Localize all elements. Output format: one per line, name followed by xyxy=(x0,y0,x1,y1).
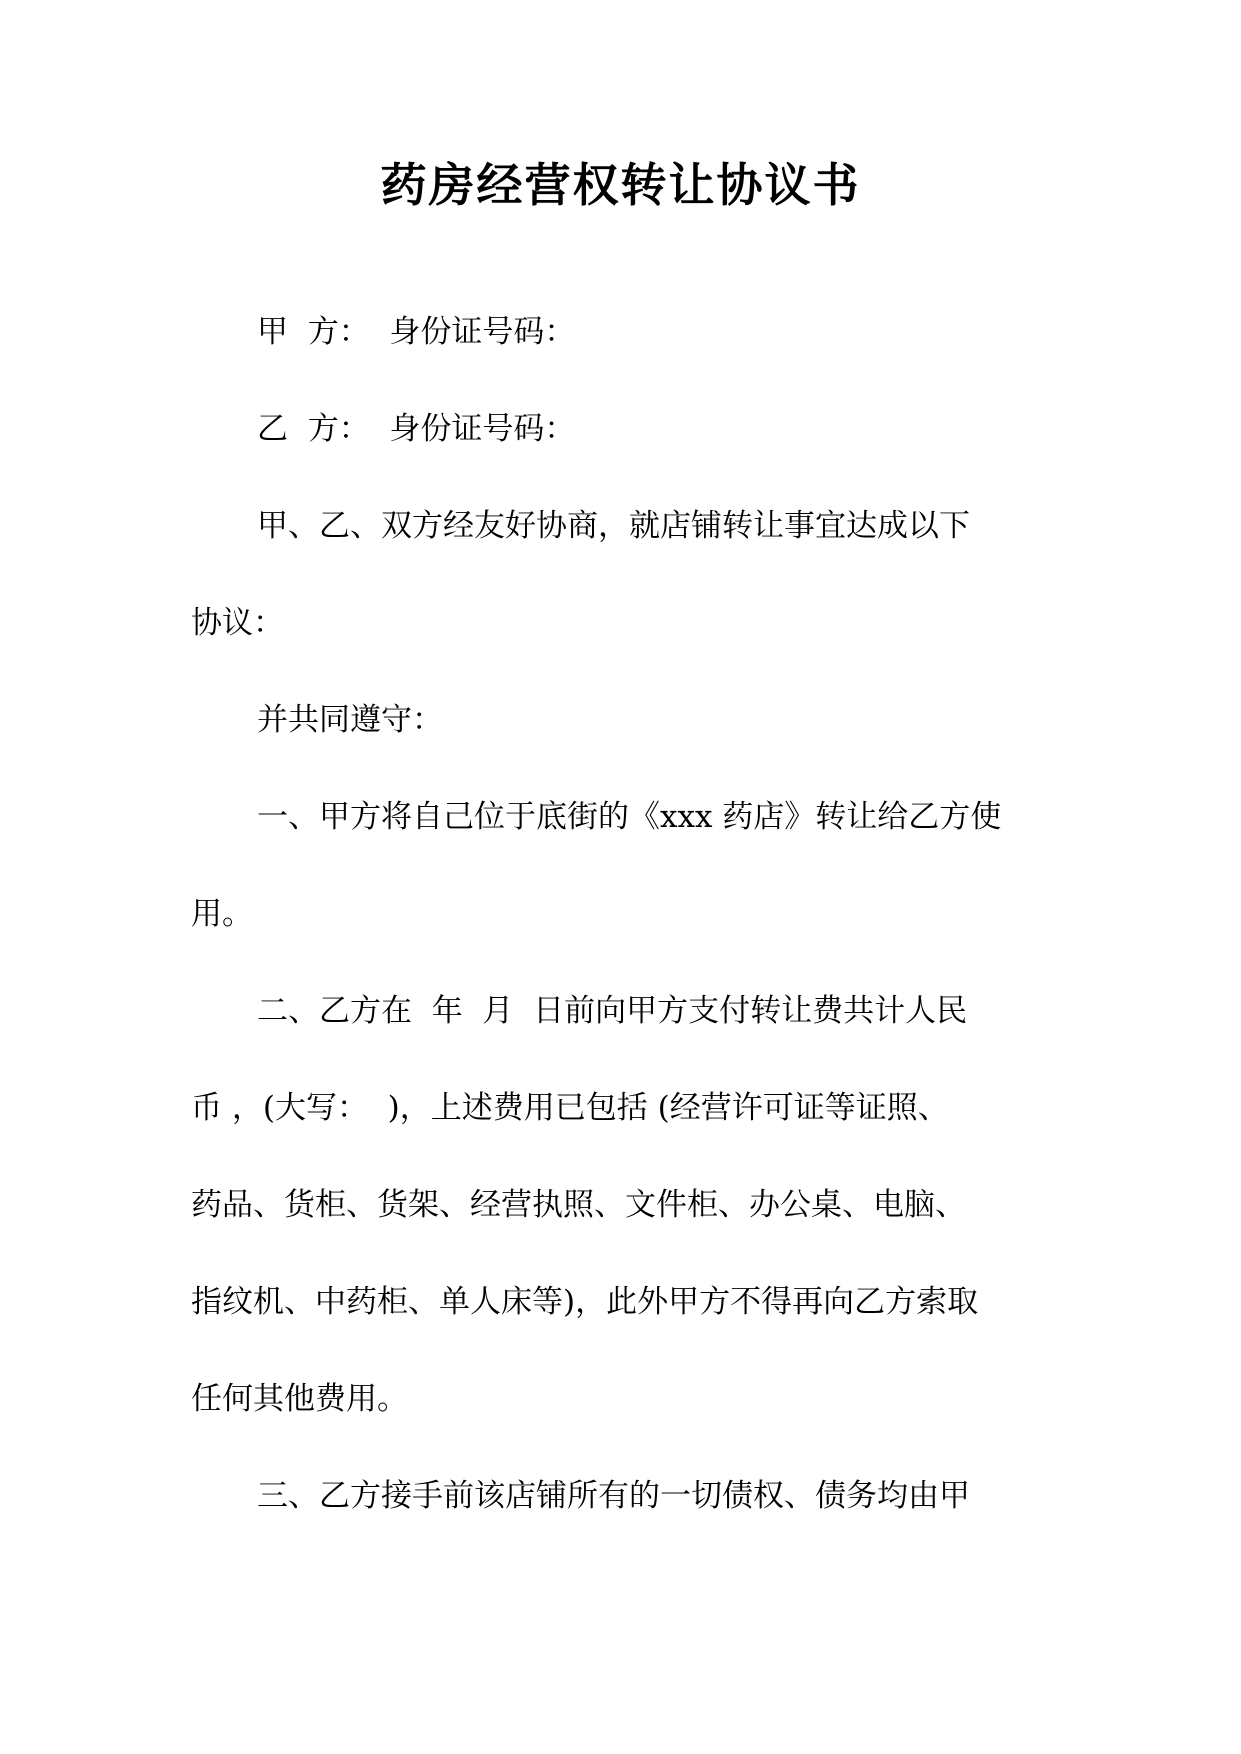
compliance-line: 并共同遵守： xyxy=(257,702,443,738)
party-a-line: 甲 方： 身份证号码： xyxy=(257,314,576,350)
clause-2-line-5: 任何其他费用。 xyxy=(191,1381,408,1417)
clause-3-line-1: 三、乙方接手前该店铺所有的一切债权、债务均由甲 xyxy=(257,1478,970,1514)
clause-2-line-4: 指纹机、中药柜、单人床等)，此外甲方不得再向乙方索取 xyxy=(191,1284,979,1320)
document-title: 药房经营权转让协议书 xyxy=(380,158,861,212)
intro-paragraph-line-2: 协议： xyxy=(191,605,284,641)
party-b-line: 乙 方： 身份证号码： xyxy=(257,411,576,447)
clause-2-line-3: 药品、货柜、货架、经营执照、文件柜、办公桌、电脑、 xyxy=(191,1187,966,1223)
clause-2-line-1: 二、乙方在 年 月 日前向甲方支付转让费共计人民 xyxy=(257,993,968,1029)
clause-1-line-2: 用。 xyxy=(191,896,253,932)
clause-1-line-1: 一、甲方将自己位于底街的《xxx 药店》转让给乙方使 xyxy=(257,799,1002,835)
clause-2-line-2: 币 ，(大写： )，上述费用已包括 (经营许可证等证照、 xyxy=(191,1090,949,1126)
intro-paragraph-line-1: 甲、乙、双方经友好协商，就店铺转让事宜达成以下 xyxy=(257,508,970,544)
